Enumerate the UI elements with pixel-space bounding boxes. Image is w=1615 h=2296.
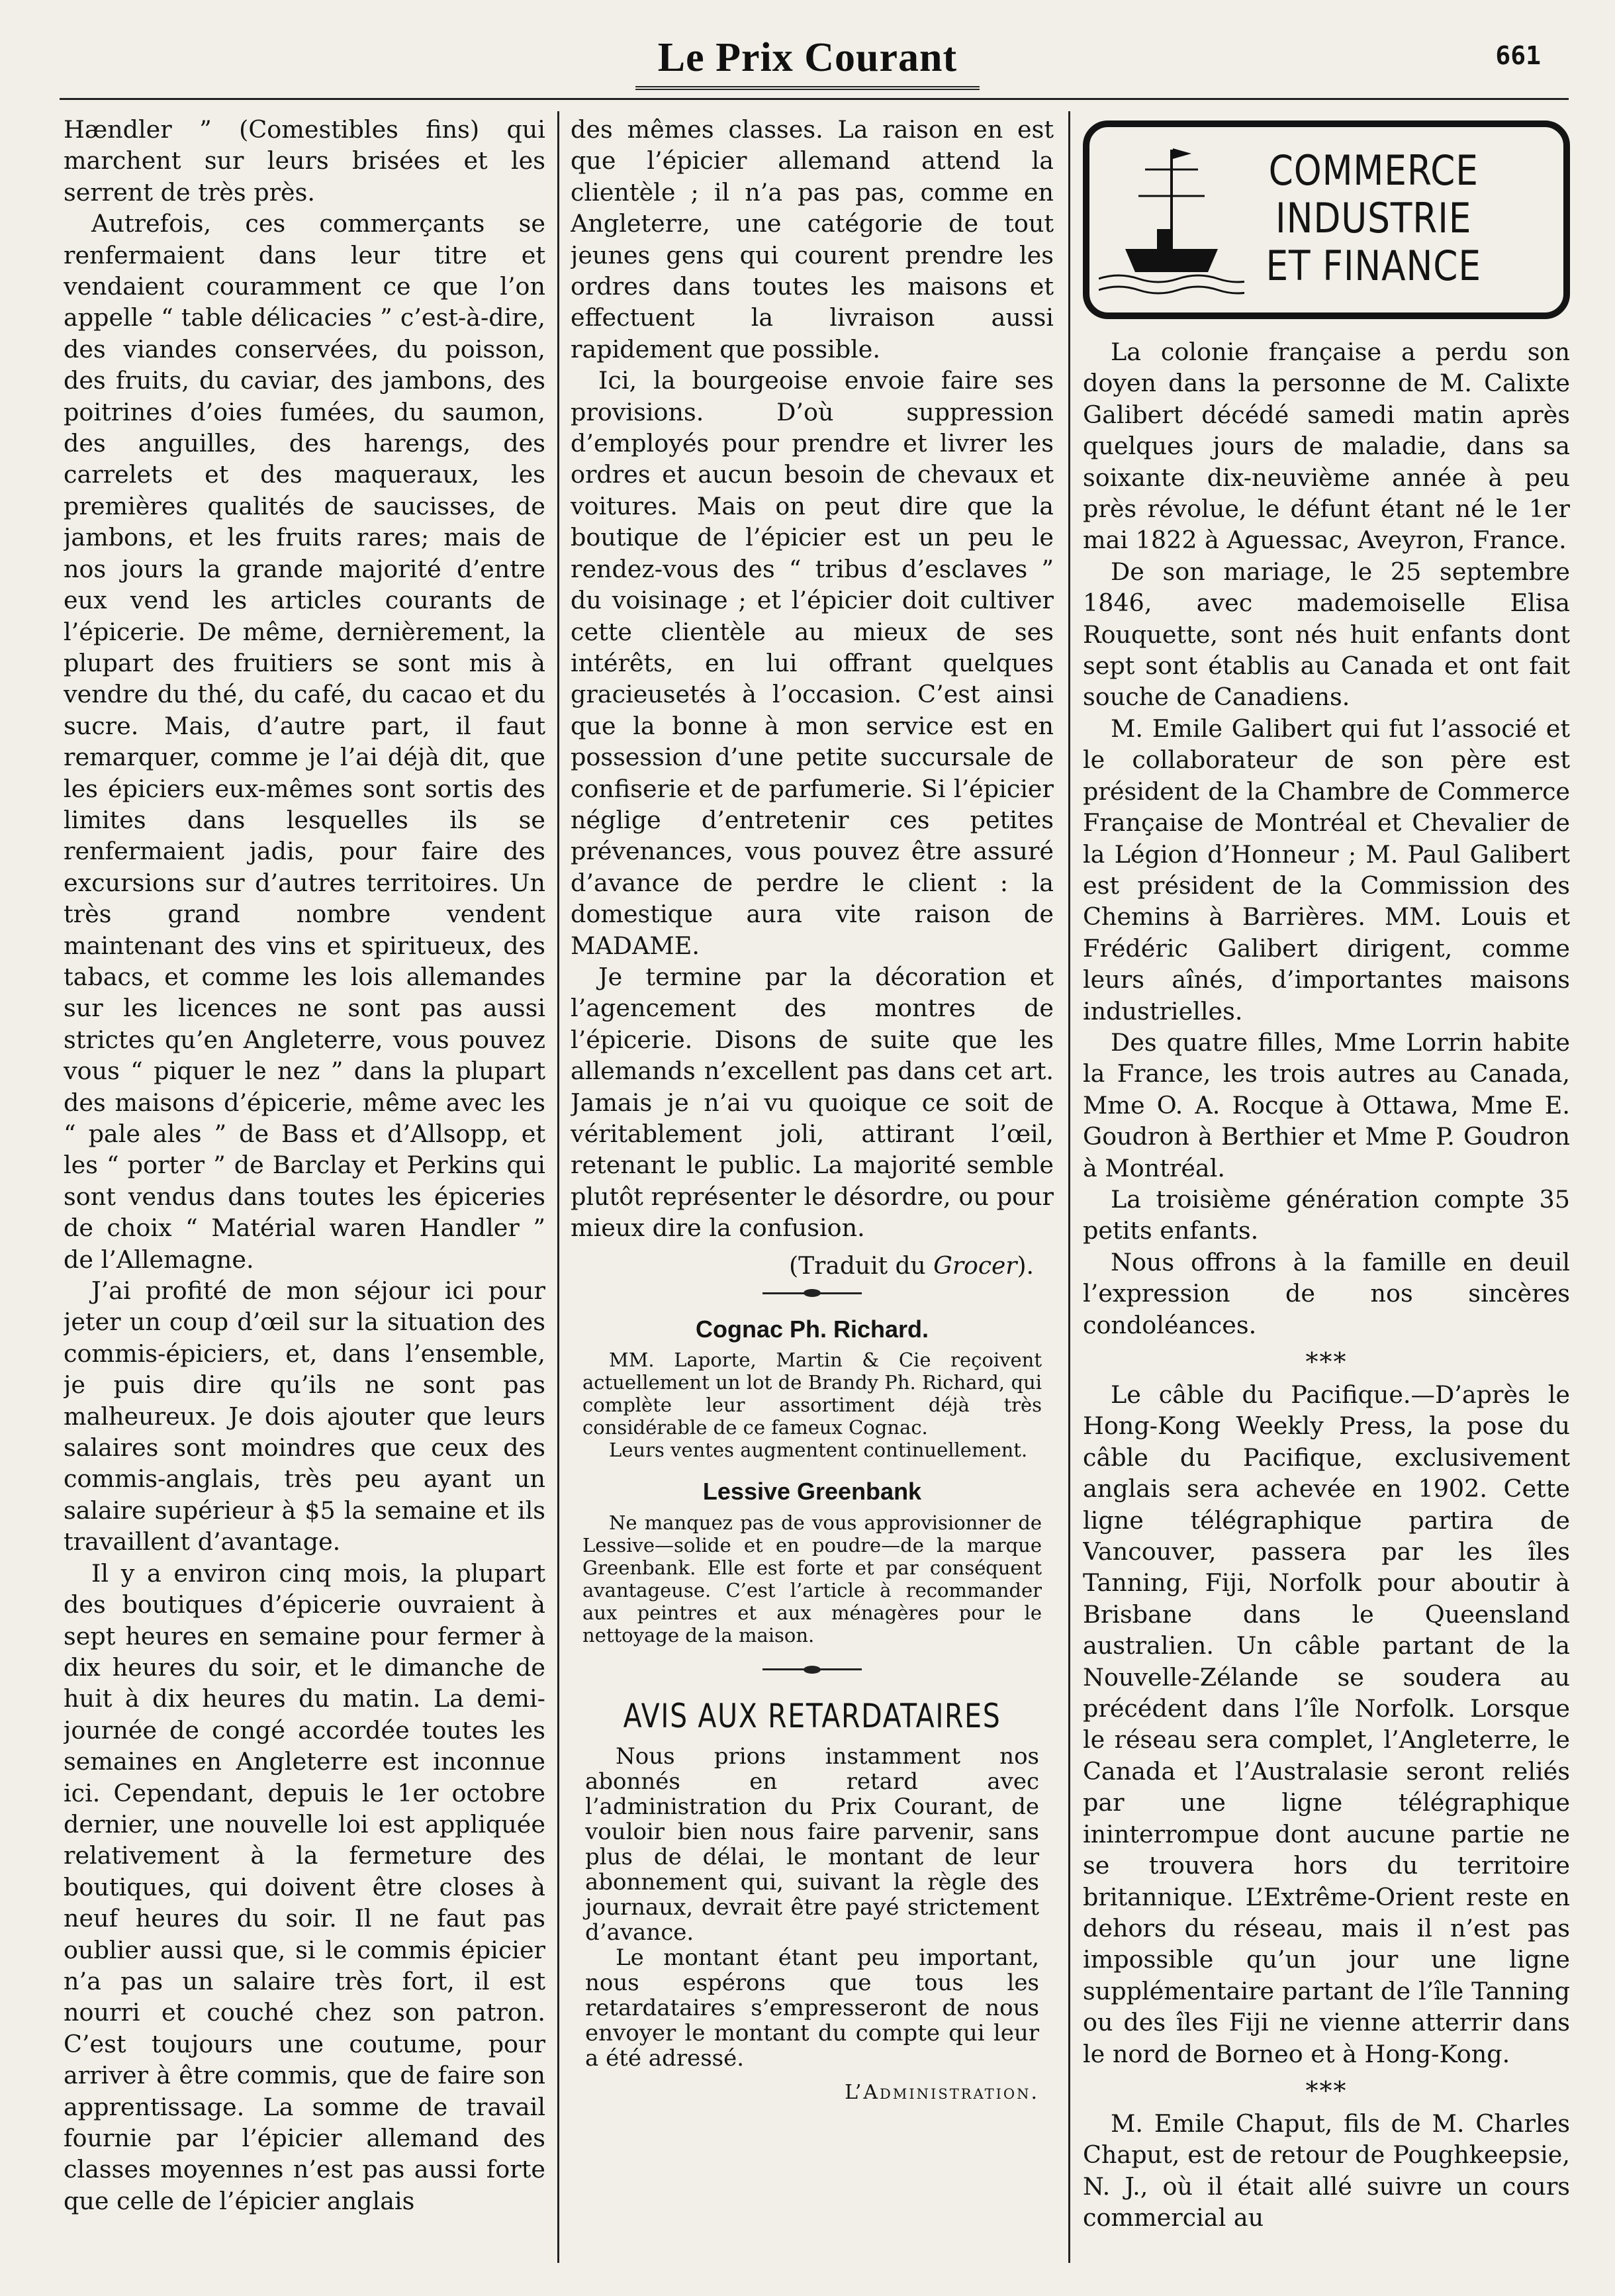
source-name: Grocer: [933, 1252, 1017, 1280]
avis-paragraph: Le montant étant peu important, nous espérons que tous les retardataires s’empresseront de nous envoyer le montant du compte qui leur a été adressé.: [585, 1944, 1039, 2072]
article-paragraph: J’ai profité de mon séjour ici pour jeter un coup d’œil sur la situation des commis-épiciers, et, dans l’ensemble, je puis dire qu’ils ne sont pas malheureux. Je dois ajouter que leurs salaires sont moindres que ceux des commis-anglais, très peu ayant un salaire supérieur à $5 la semaine et ils travaillent d’avantage.: [64, 1276, 545, 1556]
column-2: [571, 114, 1054, 2259]
source-prefix: (Traduit du: [789, 1252, 934, 1280]
avis-title: AVIS AUX RETARDATAIRES: [623, 1696, 1001, 1735]
notice-title-lessive: Lessive Greenbank: [702, 1478, 922, 1506]
banner-line: ET FINANCE: [1266, 242, 1481, 290]
notice-lessive: [582, 1511, 1042, 1647]
asterism-divider: ***: [1305, 2076, 1348, 2105]
notice-text: Leurs ventes augmentent continuellement.: [609, 1439, 1028, 1462]
page-number: 661: [1495, 41, 1541, 70]
column-rule-1: [557, 111, 559, 2263]
masthead-logo: Le Prix Courant: [635, 29, 980, 90]
column-3: [1083, 114, 1570, 2259]
notice-cognac: [582, 1349, 1042, 1461]
article-paragraph: M. Emile Chaput, fils de M. Charles Chaput, est de retour de Poughkeepsie, N. J., où il était allé suivre un cours commercial au: [1083, 2109, 1570, 2232]
banner-line: INDUSTRIE: [1275, 194, 1472, 242]
article-paragraph: des mêmes classes. La raison en est que l’épicier allemand attend la clientèle ; il n’a pas pas, comme en Angleterre, une catégorie de tout jeunes gens qui courent prendre les ordres dans toutes les maisons et effectuent la livraison aussi rapidement que possible.: [571, 115, 1054, 363]
article-paragraph: Hændler ” (Comestibles fins) qui marchent sur leurs brisées et les serrent de très près.: [64, 115, 545, 207]
header-rule: [60, 98, 1569, 100]
ship-icon: [1099, 136, 1244, 303]
column-rule-2: [1068, 111, 1070, 2263]
article-source: [571, 1251, 1034, 1282]
article-paragraph: Ici, la bourgeoise envoie faire ses provisions. D’où suppression d’employés pour prendre et livrer les ordres et aucun besoin de chevaux et voitures. Mais on peut dire que la boutique de l’épicier est un peu le rendez-vous des “ tribus d’esclaves ” du voisinage ; et l’épicier doit cultiver cette clientèle au mieux de ses intérêts, en lui offrant quelques gracieusetés à l’occasion. C’est ainsi que la bonne à mon service est en possession d’une petite succursale de confiserie et de parfumerie. Si l’épicier néglige d’entretenir ces petites prévenances, vous pouvez être assuré d’avance de perdre le client : la domestique aura vite raison de MADAME.: [571, 366, 1054, 960]
commerce-banner: [1083, 120, 1570, 319]
avis-paragraph: Nous prions instamment nos abonnés en retard avec l’administration du Prix Courant, de vouloir bien nous faire parvenir, sans plus de délai, le montant de leur abonnement qui, suivant la règle des journaux, devrait être payé strictement d’avance.: [585, 1743, 1039, 1946]
separator-ornament: [571, 1282, 1054, 1304]
notice-text: Ne manquez pas de vous approvisionner de Lessive—solide et en poudre—de la marque Greenbank. Elle est forte et par conséquent avantageuse. C’est l’article à recommander aux peintres et aux ménagères pour le nettoyage de la maison.: [582, 1511, 1042, 1647]
article-paragraph: Des quatre filles, Mme Lorrin habite la France, les trois autres au Canada, Mme O. A. Rocque à Ottawa, Mme E. Goudron à Berthier et Mme P. Goudron à Montréal.: [1083, 1028, 1570, 1182]
asterism-text: **: [1319, 1347, 1348, 1376]
separator-ornament: [571, 1658, 1054, 1681]
banner-line: COMMERCE: [1268, 146, 1479, 195]
article-paragraph: Nous offrons à la famille en deuil l’expression de nos sincères condoléances.: [1083, 1247, 1570, 1339]
article-paragraph: Autrefois, ces commerçants se renfermaient dans leur titre et vendaient couramment ce que l’on appelle “ table délicacies ” c’est-à-dire, des viandes conservées, du poisson, des fruits, du caviar, des jambons, des poitrines d’oies fumées, du saumon, des anguilles, des harengs, des carrelets et des maqueraux, les premières qualités de saucisses, de jambons, et les fruits rares; mais de nos jours la grande majorité d’entre eux vend les articles courants de l’épicerie. De même, dernièrement, la plupart des fruitiers se sont mis à vendre du thé, du café, du cacao et du sucre. Mais, d’autre part, il faut remarquer, comme je l’ai déjà dit, que les épiciers eux-mêmes sont sortis des limites dans lesquelles ils se renfermaient jadis, pour faire des excursions sur d’autres territoires. Un très grand nombre vendent maintenant des vins et spiritueux, des tabacs, et comme les lois allemandes sur les licences ne sont pas aussi strictes qu’en Angleterre, vous pouvez vous “ piquer le nez ” dans la plupart des maisons d’épicerie, même avec les “ pale ales ” de Bass et d’Allsopp, et les “ porter ” de Barclay et Perkins qui sont vendus dans toutes les épiceries de choix “ Matérial waren Handler ” de l’Allemagne.: [64, 209, 545, 1274]
article-paragraph: Il y a environ cinq mois, la plupart des boutiques d’épicerie ouvraient à sept heures en semaine pour fermer à dix heures du soir, et le dimanche de huit à dix heures du matin. La demi-journée de congé accordée toutes les semaines en Angleterre est inconnue ici. Cependant, depuis le 1er octobre dernier, une nouvelle loi est appliquée relativement à la fermeture des boutiques, qui doivent être closes à neuf heures du soir. Il ne faut pas oublier aussi que, si le commis épicier n’a pas un salaire très fort, il est nourri et couché chez son patron. C’est toujours une coutume, pour arriver à être commis, que de faire son apprentissage. La somme de travail fournie par l’épicier allemand des classes moyennes n’est pas aussi forte que celle de l’épicier anglais: [64, 1558, 545, 2215]
avis-signature: L’Administration.: [845, 2081, 1039, 2105]
article-paragraph: Le câble du Pacifique.—D’après le Hong-Kong Weekly Press, la pose du câble du Pacifique, exclusivement anglais sera achevée en 1902. Cette ligne télégraphique partira de Vancouver, passera par les îles Tanning, Fiji, Norfolk pour aboutir à Brisbane dans le Queensland australien. Un câble partant de la Nouvelle-Zélande se soudera au précédent dans l’île Norfolk. Lorsque le réseau sera complet, l’Angleterre, le Canada et l’Australasie seront reliés par une ligne télégraphique ininterrompue dont aucune partie ne se trouvera hors du territoire britannique. L’Extrême-Orient reste en dehors du réseau, mais il n’est pas impossible qu’un jour une ligne supplémentaire partant de l’île Tanning ou des îles Fiji ne vienne atterrir dans le nord de Borneo et à Hong-Kong.: [1083, 1380, 1570, 2068]
article-paragraph: La troisième génération compte 35 petits enfants.: [1083, 1184, 1570, 1245]
article-paragraph: Je termine par la décoration et l’agencement des montres de l’épicerie. Disons de suite que les allemands n’excellent pas dans cet art. Jamais je n’ai vu quoique ce soit de véritablement joli, attirant l’œil, retenant le public. La majorité semble plutôt représenter le désordre, ou pour mieux dire la confusion.: [571, 962, 1054, 1243]
notice-title-cognac: Cognac Ph. Richard.: [695, 1315, 929, 1343]
avis-notice: [585, 1744, 1039, 2105]
source-suffix: ).: [1017, 1252, 1034, 1280]
notice-text: MM. Laporte, Martin & Cie reçoivent actuellement un lot de Brandy Ph. Richard, qui complète leur assortiment déjà très considérable de ce fameux Cognac.: [582, 1349, 1042, 1439]
asterism-divider: ***: [1305, 1347, 1348, 1376]
asterism-text: **: [1319, 2076, 1348, 2105]
column-1: [64, 114, 545, 2259]
article-paragraph: La colonie française a perdu son doyen dans la personne de M. Calixte Galibert décédé samedi matin après quelques jours de maladie, dans sa soixante dix-neuvième année à peu près révolue, le défunt étant né le 1er mai 1822 à Aguessac, Aveyron, France.: [1083, 338, 1570, 555]
article-paragraph: M. Emile Galibert qui fut l’associé et le collaborateur de son père est président de la Chambre de Commerce Française de Montréal et Chevalier de la Légion d’Honneur ; M. Paul Galibert est président de la Commission des Chemins à Barrières. MM. Louis et Frédéric Galibert dirigent, comme leurs aînés, d’importantes maisons industrielles.: [1083, 714, 1570, 1026]
banner-title: [1248, 147, 1499, 290]
article-paragraph: De son mariage, le 25 septembre 1846, avec mademoiselle Elisa Rouquette, sont nés huit enfants dont sept sont établis au Canada et ont fait souche de Canadiens.: [1083, 557, 1570, 712]
